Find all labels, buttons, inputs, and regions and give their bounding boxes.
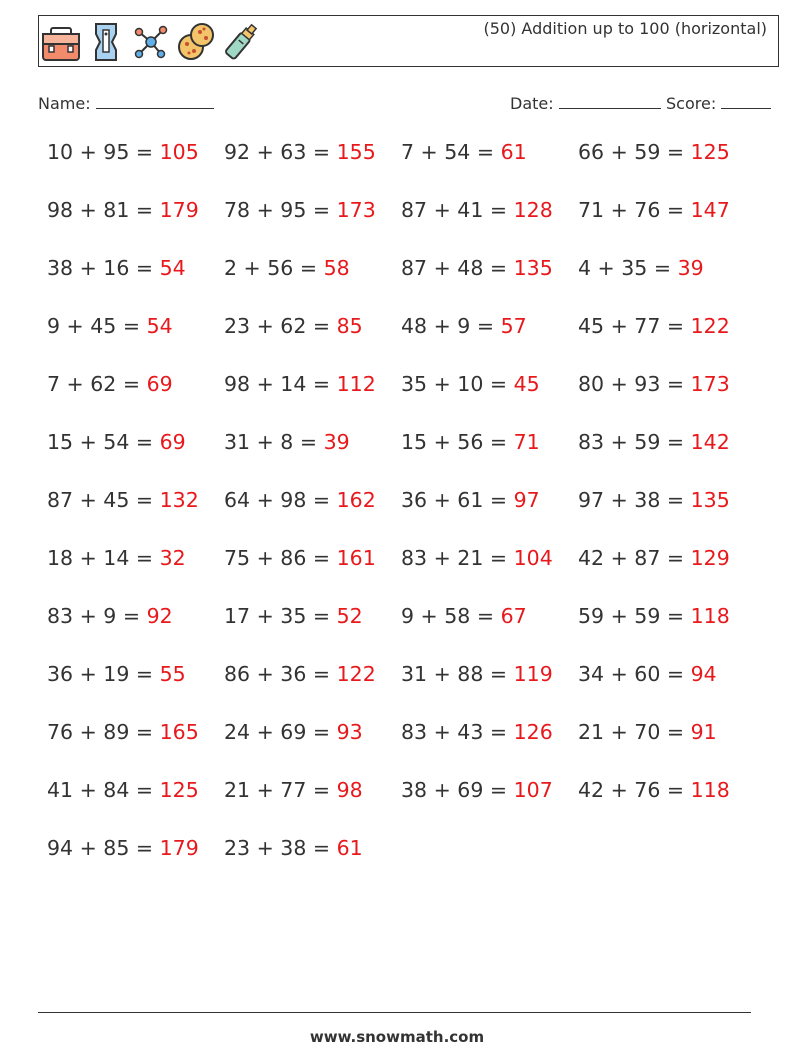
problem-question: 34 + 60 = <box>578 662 685 686</box>
problem-question: 7 + 62 = <box>47 372 141 396</box>
problem-item <box>224 256 350 280</box>
problem-question: 21 + 70 = <box>578 720 685 744</box>
problem-item <box>401 720 553 744</box>
problem-question: 24 + 69 = <box>224 720 331 744</box>
problem-answer: 122 <box>690 314 730 338</box>
problem-item <box>224 546 376 570</box>
problem-answer: 39 <box>323 430 350 454</box>
problem-item <box>224 662 376 686</box>
problem-question: 75 + 86 = <box>224 546 331 570</box>
problem-answer: 107 <box>513 778 553 802</box>
name-label: Name: <box>38 94 91 113</box>
problem-item <box>224 778 363 802</box>
score-field[interactable] <box>666 92 771 113</box>
problem-item <box>401 778 553 802</box>
problem-question: 45 + 77 = <box>578 314 685 338</box>
problem-item <box>47 836 199 860</box>
problem-item <box>47 430 186 454</box>
problem-item <box>401 662 553 686</box>
problem-answer: 97 <box>513 488 540 512</box>
problem-item <box>224 604 363 628</box>
name-line[interactable] <box>96 92 214 109</box>
problem-answer: 94 <box>690 662 717 686</box>
problem-item <box>578 662 717 686</box>
date-field[interactable] <box>510 92 661 113</box>
problem-question: 4 + 35 = <box>578 256 672 280</box>
problem-item <box>47 720 199 744</box>
problem-answer: 132 <box>159 488 199 512</box>
problem-item <box>47 198 199 222</box>
problem-answer: 155 <box>336 140 376 164</box>
problem-answer: 32 <box>159 546 186 570</box>
problem-item <box>224 372 376 396</box>
problem-item <box>578 198 730 222</box>
problem-item <box>401 604 527 628</box>
problem-answer: 69 <box>159 430 186 454</box>
problem-answer: 173 <box>336 198 376 222</box>
problem-item <box>578 604 730 628</box>
problem-question: 31 + 8 = <box>224 430 318 454</box>
footer-website: www.snowmath.com <box>309 1028 485 1046</box>
worksheet-title: (50) Addition up to 100 (horizontal) <box>483 19 767 38</box>
footer-divider <box>38 1012 751 1013</box>
problem-answer: 58 <box>323 256 350 280</box>
problem-answer: 112 <box>336 372 376 396</box>
problem-answer: 54 <box>159 256 186 280</box>
problem-answer: 91 <box>690 720 717 744</box>
problem-question: 86 + 36 = <box>224 662 331 686</box>
problem-question: 36 + 61 = <box>401 488 508 512</box>
cookies-icon <box>176 20 216 64</box>
problem-answer: 61 <box>500 140 527 164</box>
problem-answer: 93 <box>336 720 363 744</box>
problem-question: 15 + 56 = <box>401 430 508 454</box>
problem-question: 18 + 14 = <box>47 546 154 570</box>
problem-answer: 98 <box>336 778 363 802</box>
problem-answer: 128 <box>513 198 553 222</box>
problem-question: 87 + 41 = <box>401 198 508 222</box>
problem-question: 71 + 76 = <box>578 198 685 222</box>
problem-item <box>578 546 730 570</box>
problem-question: 35 + 10 = <box>401 372 508 396</box>
score-line[interactable] <box>721 92 771 109</box>
score-label: Score: <box>666 94 717 113</box>
problem-question: 31 + 88 = <box>401 662 508 686</box>
problem-question: 80 + 93 = <box>578 372 685 396</box>
problem-answer: 173 <box>690 372 730 396</box>
problem-question: 9 + 58 = <box>401 604 495 628</box>
problem-item <box>47 140 199 164</box>
problem-item <box>224 720 363 744</box>
problem-answer: 125 <box>159 778 199 802</box>
problem-item <box>578 372 730 396</box>
problem-question: 97 + 38 = <box>578 488 685 512</box>
problem-item <box>401 198 553 222</box>
problem-item <box>47 778 199 802</box>
problem-question: 98 + 81 = <box>47 198 154 222</box>
icon-strip <box>41 18 266 66</box>
problem-question: 9 + 45 = <box>47 314 141 338</box>
problem-item <box>578 256 704 280</box>
problem-item <box>47 372 173 396</box>
problem-question: 36 + 19 = <box>47 662 154 686</box>
problem-answer: 105 <box>159 140 199 164</box>
problem-item <box>47 314 173 338</box>
problem-item <box>401 488 540 512</box>
problem-item <box>47 662 186 686</box>
problem-answer: 45 <box>513 372 540 396</box>
problem-question: 38 + 69 = <box>401 778 508 802</box>
problem-question: 92 + 63 = <box>224 140 331 164</box>
problem-answer: 125 <box>690 140 730 164</box>
problem-item <box>578 430 730 454</box>
problem-answer: 147 <box>690 198 730 222</box>
problem-question: 23 + 38 = <box>224 836 331 860</box>
problem-answer: 67 <box>500 604 527 628</box>
problem-question: 2 + 56 = <box>224 256 318 280</box>
problem-question: 64 + 98 = <box>224 488 331 512</box>
problem-answer: 61 <box>336 836 363 860</box>
problem-question: 38 + 16 = <box>47 256 154 280</box>
date-line[interactable] <box>559 92 661 109</box>
problem-question: 66 + 59 = <box>578 140 685 164</box>
problem-answer: 179 <box>159 198 199 222</box>
problem-item <box>47 256 186 280</box>
problem-answer: 118 <box>690 778 730 802</box>
problem-question: 87 + 48 = <box>401 256 508 280</box>
problem-item <box>401 140 527 164</box>
problem-answer: 129 <box>690 546 730 570</box>
problem-answer: 161 <box>336 546 376 570</box>
problem-question: 83 + 43 = <box>401 720 508 744</box>
problem-answer: 69 <box>146 372 173 396</box>
problem-item <box>47 604 173 628</box>
problem-answer: 104 <box>513 546 553 570</box>
problem-question: 42 + 76 = <box>578 778 685 802</box>
problem-question: 48 + 9 = <box>401 314 495 338</box>
problem-answer: 92 <box>146 604 173 628</box>
date-label: Date: <box>510 94 554 113</box>
problem-question: 21 + 77 = <box>224 778 331 802</box>
problem-question: 15 + 54 = <box>47 430 154 454</box>
problem-question: 41 + 84 = <box>47 778 154 802</box>
name-field[interactable] <box>38 92 214 113</box>
problem-item <box>224 488 376 512</box>
problem-answer: 165 <box>159 720 199 744</box>
problem-item <box>578 488 730 512</box>
problem-question: 76 + 89 = <box>47 720 154 744</box>
problem-answer: 39 <box>677 256 704 280</box>
problem-question: 83 + 21 = <box>401 546 508 570</box>
problem-answer: 54 <box>146 314 173 338</box>
problem-item <box>224 430 350 454</box>
problem-answer: 119 <box>513 662 553 686</box>
problem-item <box>401 256 553 280</box>
problem-question: 94 + 85 = <box>47 836 154 860</box>
problem-answer: 142 <box>690 430 730 454</box>
problem-question: 23 + 62 = <box>224 314 331 338</box>
problem-question: 78 + 95 = <box>224 198 331 222</box>
problem-answer: 135 <box>513 256 553 280</box>
problem-item <box>578 140 730 164</box>
problem-item <box>401 546 553 570</box>
problem-question: 7 + 54 = <box>401 140 495 164</box>
problem-answer: 55 <box>159 662 186 686</box>
problem-question: 98 + 14 = <box>224 372 331 396</box>
problem-question: 42 + 87 = <box>578 546 685 570</box>
briefcase-icon <box>41 20 81 64</box>
problem-item <box>224 314 363 338</box>
problem-question: 59 + 59 = <box>578 604 685 628</box>
problem-item <box>401 372 540 396</box>
problem-item <box>578 720 717 744</box>
problem-item <box>224 836 363 860</box>
problem-item <box>578 314 730 338</box>
problem-answer: 126 <box>513 720 553 744</box>
problem-item <box>47 546 186 570</box>
molecule-icon <box>131 20 171 64</box>
problem-question: 17 + 35 = <box>224 604 331 628</box>
problem-question: 10 + 95 = <box>47 140 154 164</box>
problem-answer: 71 <box>513 430 540 454</box>
problem-answer: 85 <box>336 314 363 338</box>
problem-item <box>224 198 376 222</box>
problem-item <box>224 140 376 164</box>
pencil-sharpener-icon <box>86 20 126 64</box>
problem-answer: 135 <box>690 488 730 512</box>
problem-item <box>578 778 730 802</box>
problem-answer: 162 <box>336 488 376 512</box>
problem-item <box>47 488 199 512</box>
problem-answer: 179 <box>159 836 199 860</box>
problem-question: 83 + 59 = <box>578 430 685 454</box>
problem-question: 83 + 9 = <box>47 604 141 628</box>
problem-answer: 57 <box>500 314 527 338</box>
problem-answer: 122 <box>336 662 376 686</box>
worksheet-header <box>38 15 779 67</box>
problem-question: 87 + 45 = <box>47 488 154 512</box>
problem-item <box>401 314 527 338</box>
problem-item <box>401 430 540 454</box>
problem-answer: 52 <box>336 604 363 628</box>
problem-answer: 118 <box>690 604 730 628</box>
glue-tube-icon <box>221 20 261 64</box>
